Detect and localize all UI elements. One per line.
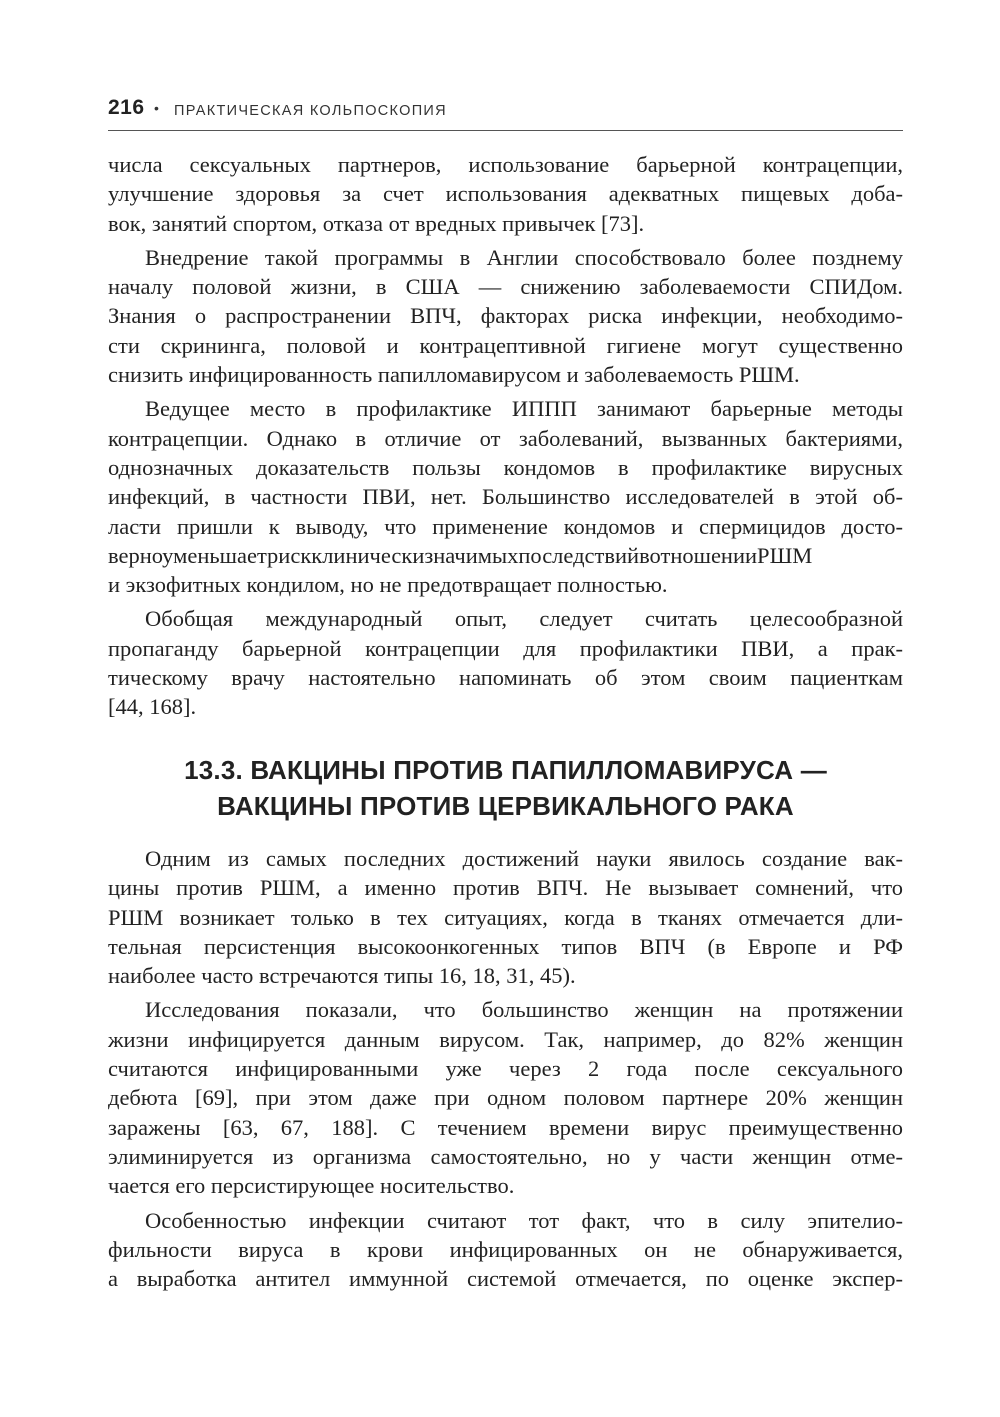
text-line: Исследования показали, что большинство женщин на протяжении [145,997,903,1023]
text-line: Внедрение такой программы в Англии способствовало более позднему [145,244,903,270]
text-line: РШМ возникает только в тех ситуациях, когда в тканях отмечается дли- [108,904,903,930]
text-line: а выработка антител иммунной системой отмечается, по оценке экспер- [108,1266,903,1292]
text-line: и экзофитных кондилом, но не предотвращает полностью. [108,572,668,598]
paragraph [108,394,903,599]
text-line: инфекций, в частности ПВИ, нет. Большинство исследователей в этой об- [108,484,903,510]
running-title: ПРАКТИЧЕСКАЯ КОЛЬПОСКОПИЯ [174,103,447,119]
text-line: дебюта [69], при этом даже при одном половом партнере 20% женщин [108,1085,903,1111]
paragraph [108,243,903,389]
text-line: контрацепции. Однако в отличие от заболеваний, вызванных бактериями, [108,425,903,451]
text-line: заражены [63, 67, 188]. С течением времени вирус преимущественно [108,1114,903,1140]
text-line: фильности вируса в крови инфицированных он не обнаруживается, [108,1236,903,1262]
paragraph [108,604,903,721]
running-header [108,96,903,131]
text-line: Обобщая международный опыт, следует считать целесообразной [145,606,903,632]
section-heading [108,752,903,824]
text-line: жизни инфицируется данным вирусом. Так, например, до 82% женщин [108,1026,903,1052]
section-heading-line: 13.3. ВАКЦИНЫ ПРОТИВ ПАПИЛЛОМАВИРУСА — [184,755,827,785]
text-line: однозначных доказательств пользы кондомов в профилактике вирусных [108,454,903,480]
text-line: Ведущее место в профилактике ИППП занимают барьерные методы [145,396,903,422]
paragraph [108,1206,903,1294]
text-line: началу половой жизни, в США — снижению заболеваемости СПИДом. [108,274,903,300]
text-line: считаются инфицированными уже через 2 года после сексуального [108,1056,903,1082]
page-number: 216 [108,96,145,119]
text-line: наиболее часто встречаются типы 16, 18, 31, 45). [108,963,576,989]
text-line: ласти пришли к выводу, что применение кондомов и спермицидов досто- [108,513,903,539]
text-line: тельная персистенция высокоонкогенных типов ВПЧ (в Европе и РФ [108,933,903,959]
text-line: Особенностью инфекции считают тот факт, что в силу эпителио- [145,1207,903,1233]
paragraph [108,150,903,238]
text-line: Одним из самых последних достижений науки явилось создание вак- [145,846,903,871]
text-line: тическому врачу настоятельно напоминать об этом своим пациенткам [108,665,903,691]
text-line: сти скрининга, половой и контрацептивной гигиене могут существенно [108,332,903,358]
paragraph [108,844,903,990]
section-heading-line: ВАКЦИНЫ ПРОТИВ ЦЕРВИКАЛЬНОГО РАКА [217,791,794,821]
text-line: снизить инфицированность папилломавирусом и заболеваемость РШМ. [108,362,800,388]
text-line: элиминируется из организма самостоятельно, но у части женщин отме- [108,1143,903,1169]
text-block-bottom [108,844,903,1293]
text-line: улучшение здоровья за счет использования адекватных пищевых доба- [108,181,903,207]
text-line: верноуменьшаетрискклиническизначимыхпоследствийвотношенииРШМ [108,542,813,568]
text-line: вок, занятий спортом, отказа от вредных привычек [73]. [108,210,645,236]
text-line: чается его персистирующее носительство. [108,1173,515,1199]
text-line: цины против РШМ, а именно против ВПЧ. Не вызывает сомнений, что [108,875,903,901]
text-block-top [108,150,903,722]
text-line: числа сексуальных партнеров, использование барьерной контрацепции, [108,152,903,177]
text-line: [44, 168]. [108,694,197,720]
text-line: пропаганду барьерной контрацепции для профилактики ПВИ, а прак- [108,635,903,661]
text-line: Знания о распространении ВПЧ, факторах риска инфекции, необходимо- [108,303,903,329]
header-bullet: • [154,100,159,116]
paragraph [108,995,903,1200]
